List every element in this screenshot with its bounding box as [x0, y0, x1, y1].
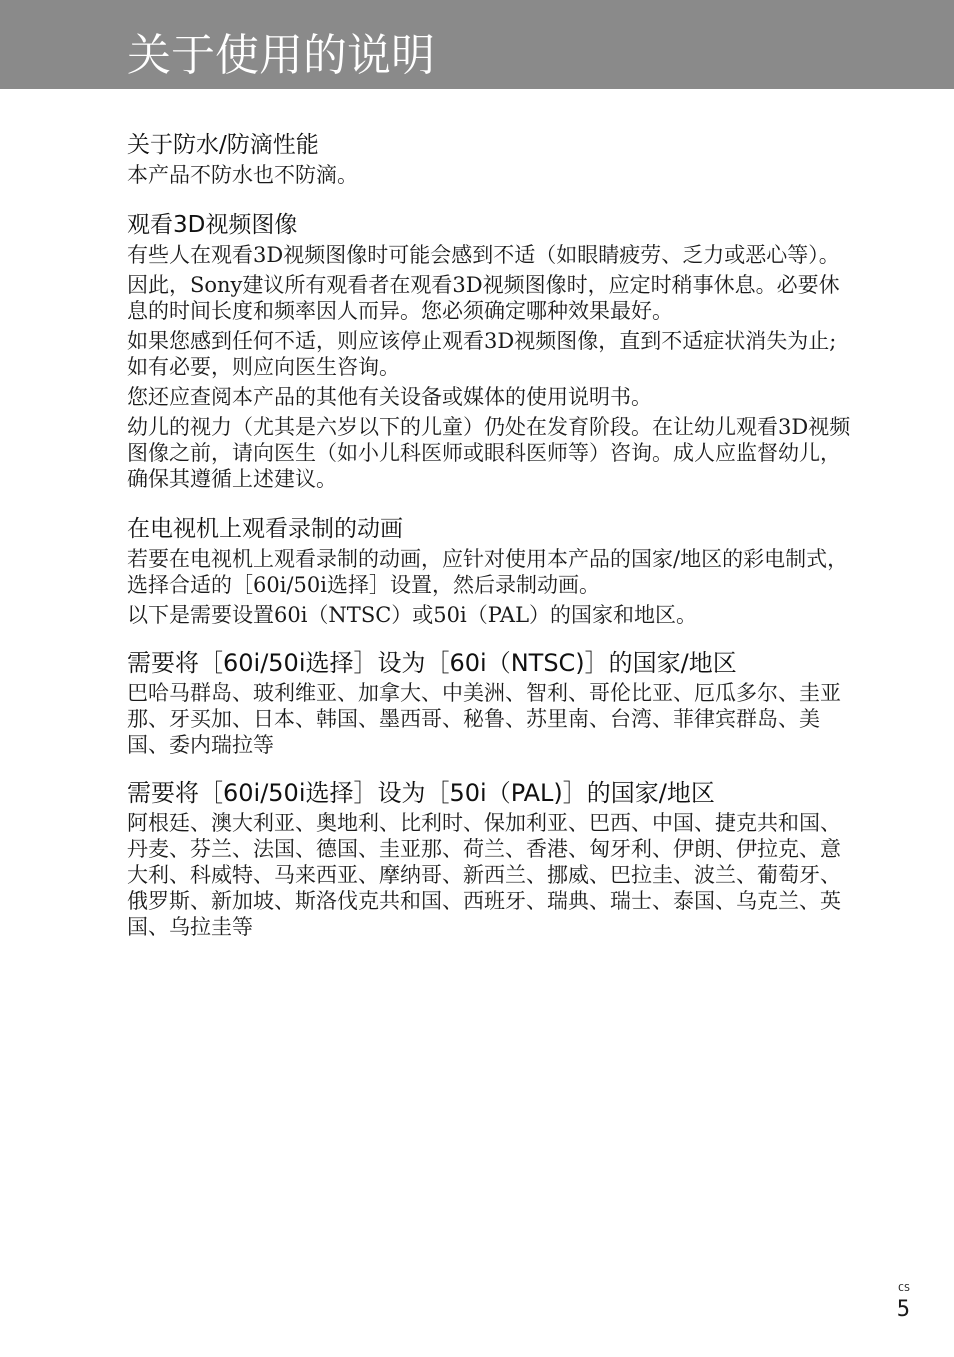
title-band [0, 0, 954, 89]
page-number: 5 [896, 1297, 910, 1322]
region-list: 阿根廷、澳大利亚、奥地利、比利时、保加利亚、巴西、中国、捷克共和国、丹麦、芬兰、法国、德国、圭亚那、荷兰、香港、匈牙利、伊朗、伊拉克、意大利、科威特、马来西亚、摩纳哥、新西兰、挪威、巴拉圭、波兰、葡萄牙、俄罗斯、新加坡、斯洛伐克共和国、西班牙、瑞典、瑞士、泰国、乌克兰、英国、乌拉圭等 [127, 811, 841, 939]
paragraph: 因此，Sony建议所有观看者在观看3D视频图像时，应定时稍事休息。必要休息的时间长度和频率因人而异。您必须确定哪种效果最好。 [127, 273, 840, 323]
region-list: 巴哈马群岛、玻利维亚、加拿大、中美洲、智利、哥伦比亚、厄瓜多尔、圭亚那、牙买加、日本、韩国、墨西哥、秘鲁、苏里南、台湾、菲律宾群岛、美国、委内瑞拉等 [127, 681, 841, 757]
paragraph: 本产品不防水也不防滴。 [127, 163, 358, 187]
section-heading: 在电视机上观看录制的动画 [127, 516, 403, 542]
section-heading: 关于防水/防滴性能 [127, 132, 319, 158]
page-marker [897, 1282, 910, 1324]
section-3d-viewing [127, 208, 854, 492]
section-waterproof [127, 128, 854, 188]
paragraph: 若要在电视机上观看录制的动画，应针对使用本产品的国家/地区的彩电制式，选择合适的［60i/50i选择］设置，然后录制动画。 [127, 547, 849, 597]
section-pal-regions [127, 776, 854, 940]
section-heading: 观看3D视频图像 [127, 212, 298, 238]
section-tv-playback [127, 512, 854, 628]
paragraph: 幼儿的视力（尤其是六岁以下的儿童）仍处在发育阶段。在让幼儿观看3D视频图像之前，请向医生（如小儿科医师或眼科医师等）咨询。成人应监督幼儿，确保其遵循上述建议。 [127, 415, 851, 491]
section-ntsc-regions [127, 646, 854, 758]
content-area [127, 128, 854, 960]
section-heading: 需要将［60i/50i选择］设为［50i（PAL)］的国家/地区 [127, 779, 715, 807]
paragraph: 以下是需要设置60i（NTSC）或50i（PAL）的国家和地区。 [127, 603, 698, 627]
language-code: CS [897, 1283, 910, 1294]
paragraph: 有些人在观看3D视频图像时可能会感到不适（如眼睛疲劳、乏力或恶心等）。 [127, 243, 840, 267]
paragraph: 如果您感到任何不适，则应该停止观看3D视频图像，直到不适症状消失为止;如有必要，则应向医生咨询。 [127, 329, 837, 379]
section-heading: 需要将［60i/50i选择］设为［60i（NTSC)］的国家/地区 [127, 649, 737, 677]
page-title: 关于使用的说明 [127, 30, 435, 81]
paragraph: 您还应查阅本产品的其他有关设备或媒体的使用说明书。 [127, 385, 652, 409]
